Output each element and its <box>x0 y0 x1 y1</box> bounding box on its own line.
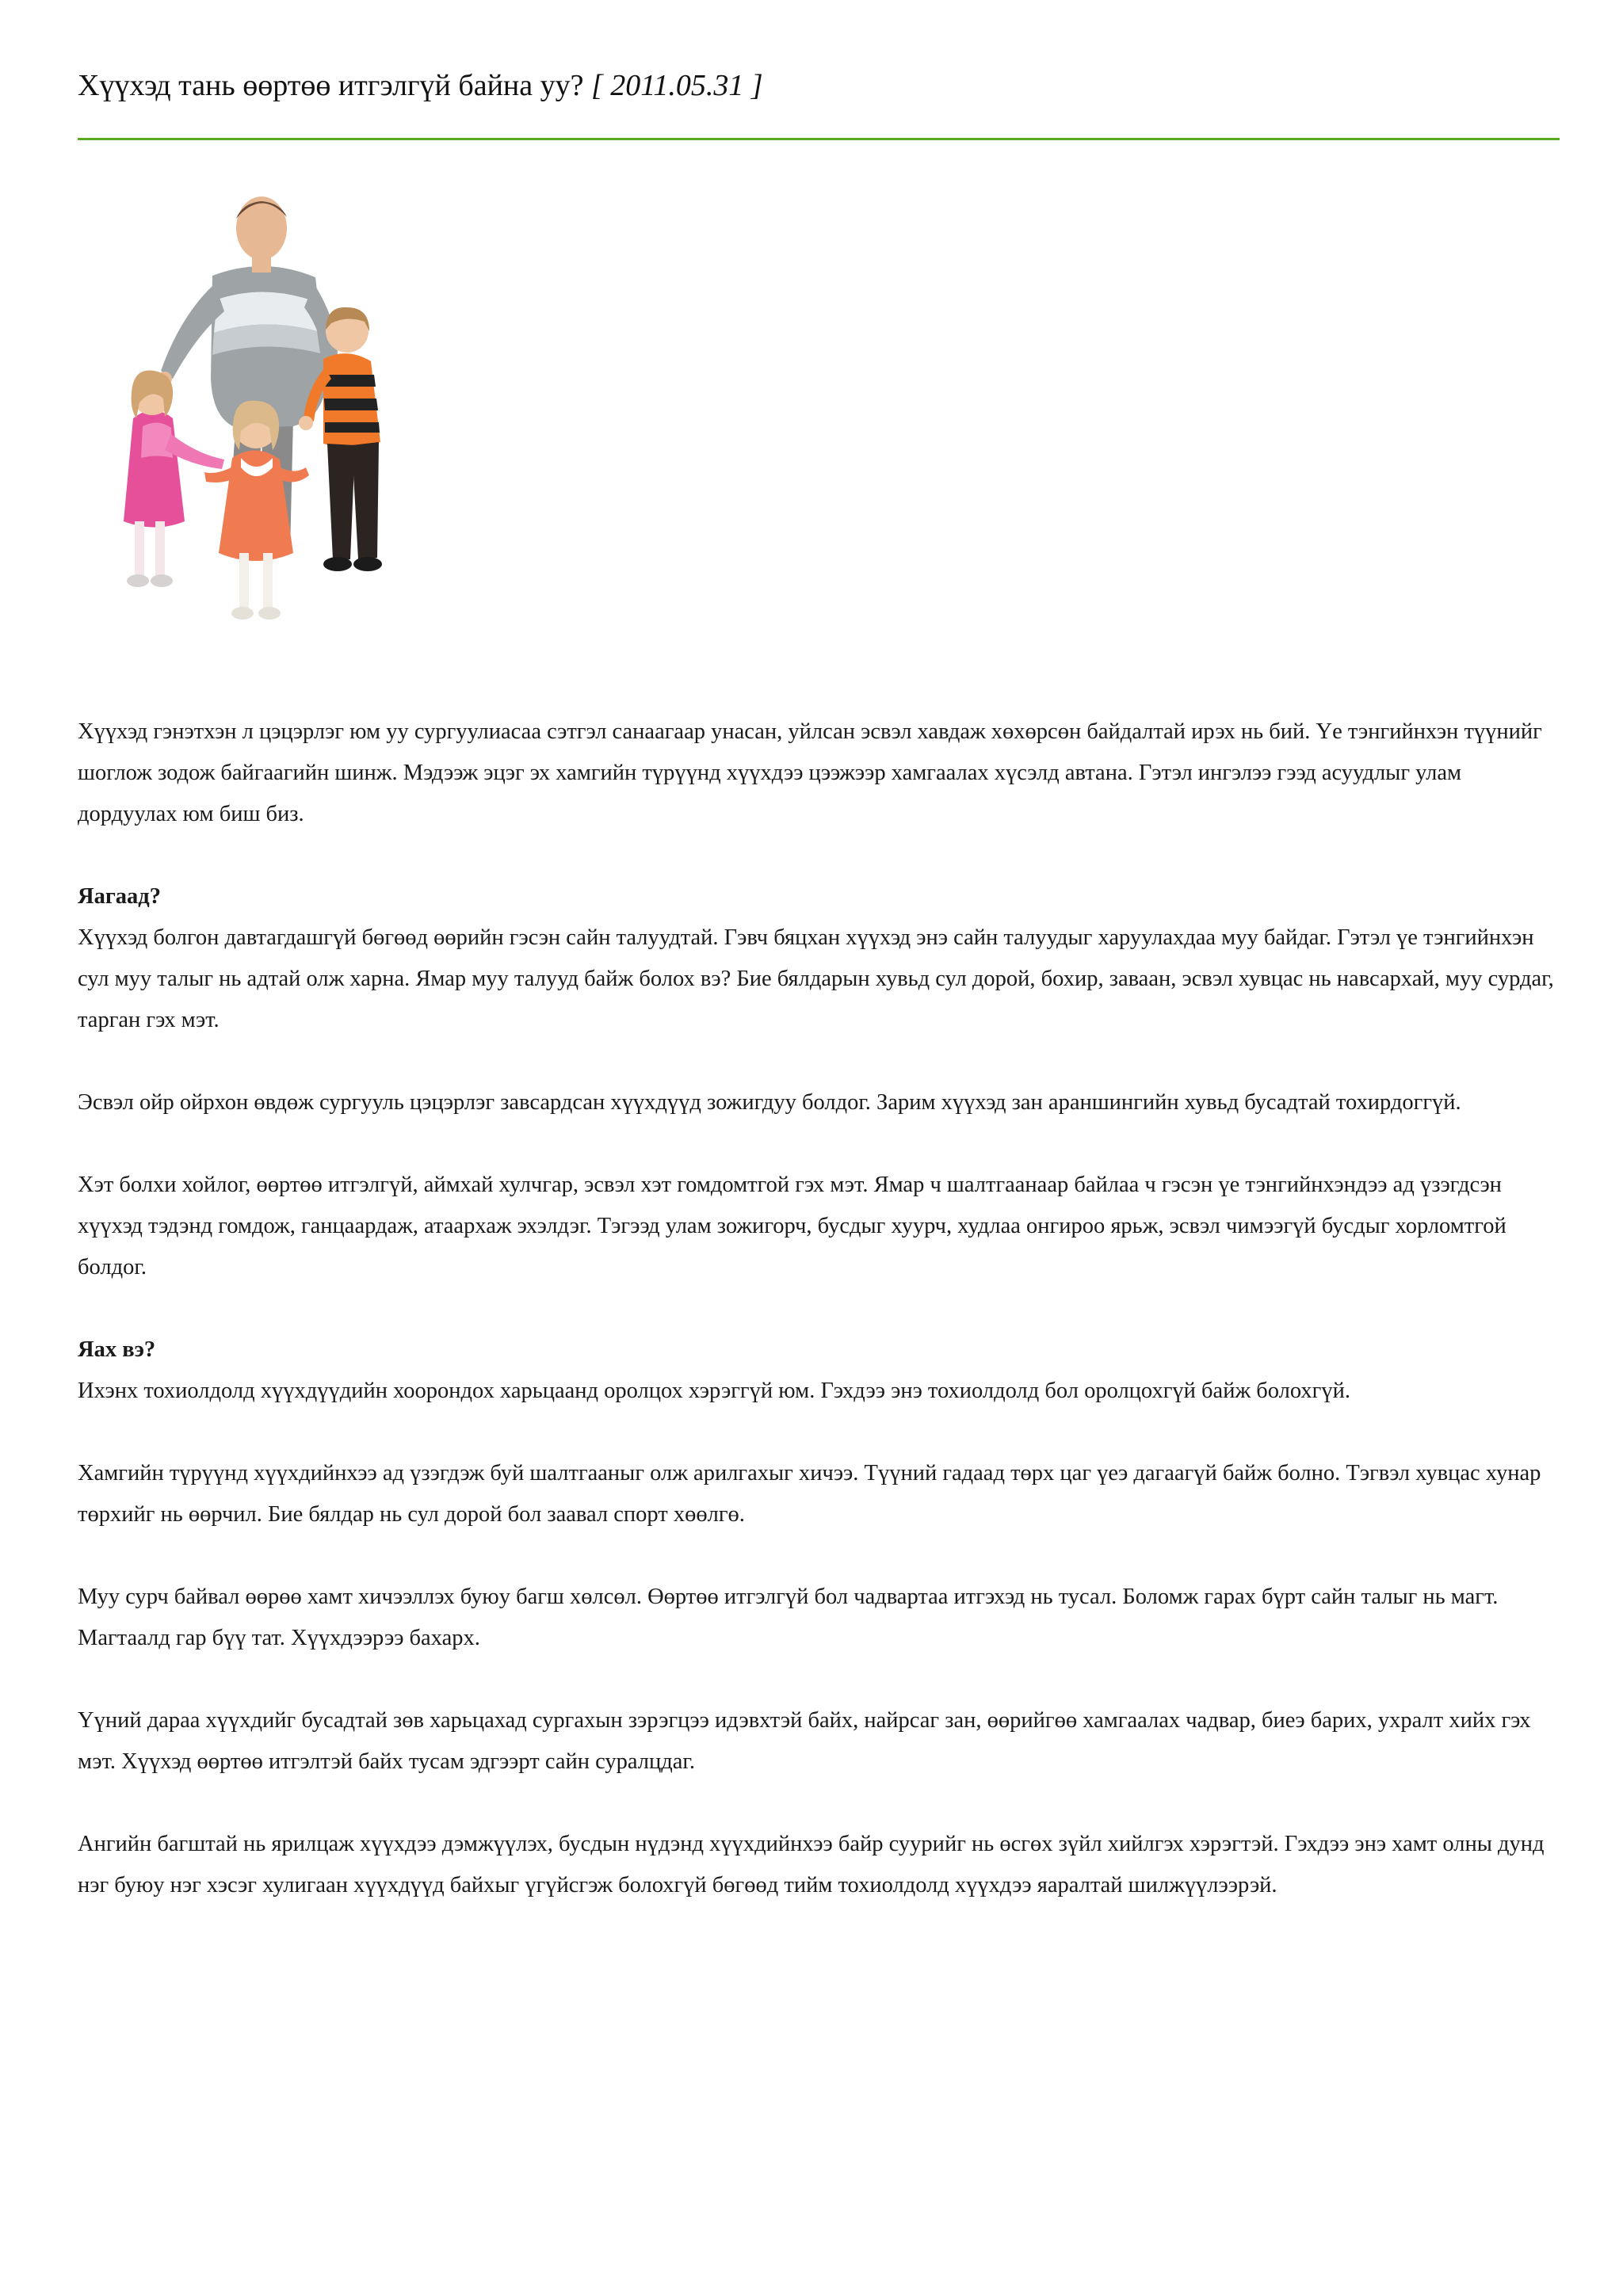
article-date: [ 2011.05.31 ] <box>590 69 763 102</box>
paragraph-why-1: Хүүхэд болгон давтагдашгүй бөгөөд өөрийн гэсэн сайн талуудтай. Гэвч бяцхан хүүхэд энэ сайн талуудыг харуулахдаа муу байдаг. Гэтэл үе тэнгийнхэн сул муу талыг нь адтай олж харна. Ямар муу талууд байж болох вэ? Бие бялдарын хувьд сул дорой, бохир, заваан, эсвэл хувцас нь навсархай, муу сурдаг, тарган гэх мэт. <box>78 925 1554 1032</box>
section-heading-why: Яагаад? <box>78 884 161 909</box>
paragraph-intro: Хүүхэд гэнэтхэн л цэцэрлэг юм уу сургуулиасаа сэтгэл санаагаар унасан, уйлсан эсвэл хавдаж хөхөрсөн байдалтай ирэх нь бий. Үе тэнгийнхэн түүнийг шоглож зодож байгаагийн шинж. Мэдээж эцэг эх хамгийн түрүүнд хүүхдээ цээжээр хамгаалах хүсэлд автана. Гэтэл ингэлээ гээд асуудлыг улам дордуулах юм биш биз. <box>78 719 1542 826</box>
paragraph-action-2: Хамгийн түрүүнд хүүхдийнхээ ад үзэгдэж буй шалтгааныг олж арилгахыг хичээ. Түүний гадаад төрх цаг үеэ дагаагүй байж болно. Тэгвэл хувцас хунар төрхийг нь өөрчил. Бие бялдар нь сул дорой бол заавал спорт хөөлгө. <box>78 1461 1541 1527</box>
girl-orange-figure <box>204 401 309 620</box>
article-header <box>78 67 1560 105</box>
paragraph-why-3: Хэт болхи хойлог, өөртөө итгэлгүй, аймхай хулчгар, эсвэл хэт гомдомтгой гэх мэт. Ямар ч шалтгаанаар байлаа ч гэсэн үе тэнгийнхэндээ ад үзэгдсэн хүүхэд тэдэнд гомдож, ганцаардаж, атаархаж эхэлдэг. Тэгээд улам зожигорч, бусдыг хуурч, худлаа онгироо ярьж, эсвэл чимээгүй бусдыг хорломтгой болдог. <box>78 1173 1507 1280</box>
paragraph-action-3: Муу сурч байвал өөрөө хамт хичээллэх буюу багш хөлсөл. Өөртөө итгэлгүй бол чадвартаа итгэхэд нь тусал. Боломж гарах бүрт сайн талыг нь магт. Магтаалд гар бүү тат. Хүүхдээрээ бахарх. <box>78 1585 1499 1650</box>
header-divider <box>78 138 1560 140</box>
paragraph-action-5: Ангийн багштай нь ярилцаж хүүхдээ дэмжүүлэх, бусдын нүдэнд хүүхдийнхээ байр суурийг нь өсгөх зүйл хийлгэх хэрэгтэй. Гэхдээ энэ хамт олны дунд нэг буюу нэг хэсэг хулигаан хүүхдүүд байхыг үгүйсгэж болохгүй бөгөөд тийм тохиолдолд хүүхдээ яаралтай шилжүүлээрэй. <box>78 1832 1545 1897</box>
paragraph-why-2: Эсвэл ойр ойрхон өвдөж сургууль цэцэрлэг завсардсан хүүхдүүд зожигдуу болдог. Зарим хүүхэд зан араншингийн хувьд бусадтай тохирдоггүй. <box>78 1090 1461 1115</box>
paragraph-action-1: Ихэнх тохиолдолд хүүхдүүдийн хоорондох харьцаанд оролцох хэрэггүй юм. Гэхдээ энэ тохиолдолд бол оролцохгүй байж болохгүй. <box>78 1379 1350 1403</box>
article-title: Хүүхэд тань өөртөө итгэлгүй байна уу? <box>78 69 584 102</box>
paragraph-action-4: Үүний дараа хүүхдийг бусадтай зөв харьцахад сургахын зэрэгцээ идэвхтэй байх, найрсаг зан, өөрийгөө хамгаалах чадвар, биеэ барих, ухралт хийх гэх мэт. Хүүхэд өөртөө итгэлтэй байх тусам эдгээрт сайн суралцдаг. <box>78 1708 1531 1774</box>
article-body <box>78 711 1560 1947</box>
family-playing-circle-photo-icon <box>86 181 450 640</box>
section-heading-what-to-do: Яах вэ? <box>78 1337 156 1362</box>
